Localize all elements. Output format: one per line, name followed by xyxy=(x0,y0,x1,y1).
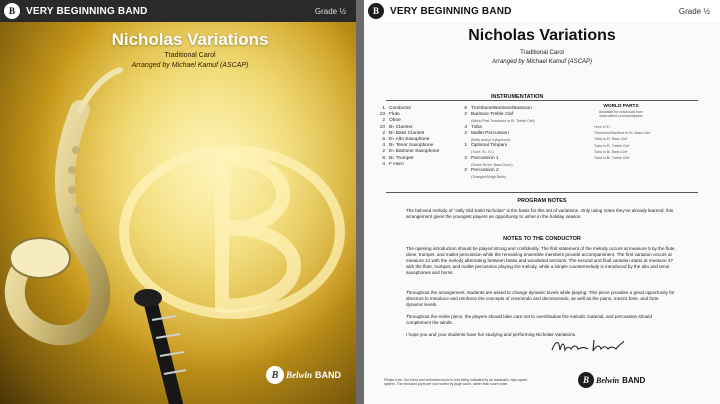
series-logo-icon: B xyxy=(4,3,20,19)
instrument-name: F Horn xyxy=(389,161,404,167)
instrument-name: Tuba in E♭ Bass Clef xyxy=(594,137,628,142)
instrument-name: Flute xyxy=(389,112,400,118)
part-count: 2 xyxy=(382,130,385,136)
part-count: 2 xyxy=(382,118,385,124)
part-count: 2 xyxy=(464,130,467,136)
instrument-name: Oboe xyxy=(389,118,401,124)
notes-page xyxy=(364,0,720,404)
part-count: 2 xyxy=(464,112,467,118)
instrument-name: Tuba xyxy=(471,124,482,130)
program-notes-text: The beloved melody of "Jolly Old Saint Nicholas" is the basis for this set of variations. Only using notes they've already learned, this arrangement gives the youngest players an opportunity to usher in the holiday season. xyxy=(406,208,674,220)
instrument-name: B♭ Bass Clarinet xyxy=(389,130,425,136)
publisher-logo xyxy=(266,366,341,384)
part-count: 4 xyxy=(382,143,385,149)
instrument-name: Conductor xyxy=(389,106,412,111)
instrument-row xyxy=(594,155,650,161)
instrument-name: (Bells and/or Xylophone) xyxy=(471,138,511,143)
series-banner xyxy=(0,0,356,22)
publisher-name: Belwin xyxy=(596,375,620,385)
belwin-logo-icon: B xyxy=(578,372,594,388)
instrument-name: Tuba in E♭ Treble Clef xyxy=(594,143,630,148)
instrument-name: Baritone Treble Clef xyxy=(471,112,514,118)
part-count: 10 xyxy=(379,124,385,130)
part-count xyxy=(456,174,467,180)
part-count: 6 xyxy=(382,137,385,143)
instrument-list-1 xyxy=(374,106,439,168)
conductor-notes-p1: The opening introduction should be played strong and confidently. The first statement of the melody occurs at measure 5 by the flute, oboe, trumpet, and mallet percussion while the remaining ensemble members provide accompaniment. The first variation occurs at measure 21 with the melody alternating between brass and woodwind sections. The second and final variation starts at measure 37 with the flute, trumpet, and mallet percussion playing the melody, while a simple countermelody is introduced by the alto and tenor saxophones and horns. xyxy=(406,246,676,276)
instrument-name: B♭ Clarinet xyxy=(389,124,413,130)
part-count: 10 xyxy=(379,112,385,118)
instrument-name: Percussion 1 xyxy=(471,155,499,161)
part-count: 2 xyxy=(464,168,467,174)
part-count: 2 xyxy=(464,155,467,161)
instrument-list-2 xyxy=(456,106,535,180)
instrument-name: (Tune: B♭, E♭) xyxy=(471,150,494,155)
cover-title: Nicholas Variations xyxy=(111,30,269,49)
arranger-signature xyxy=(550,338,626,354)
grade-level: Grade ½ xyxy=(678,6,710,16)
publisher-band: BAND xyxy=(315,370,342,380)
program-notes-heading: PROGRAM NOTES xyxy=(517,198,567,204)
divider xyxy=(386,192,698,193)
part-count: 4 xyxy=(382,161,385,167)
series-name: VERY BEGINNING BAND xyxy=(390,5,512,17)
instrument-name: (Snare Drum, Bass Drum) xyxy=(471,162,513,167)
instrument-name: Trombone/Baritone in B♭ Bass Clef xyxy=(594,131,650,136)
instrument-name: Tuba in B♭ Bass Clef xyxy=(594,149,628,154)
page-title: Nicholas Variations xyxy=(468,27,616,44)
instrument-name: Mallet Percussion xyxy=(471,130,509,136)
instrument-row xyxy=(456,174,535,180)
world-parts-heading: WORLD PARTS xyxy=(603,104,639,109)
instrument-name: (World Part Trombone in B♭ Treble Clef) xyxy=(471,119,535,124)
page-subtitle: Traditional Carol xyxy=(520,50,564,56)
conductor-notes-p3: Throughout the entire piece, the players should take care not to overshadow the melodic material, and percussion should complement the winds. xyxy=(406,314,652,326)
grade-level: Grade ½ xyxy=(314,6,346,16)
page-arranger: Arranged by Michael Kamuf (ASCAP) xyxy=(491,59,593,65)
world-parts-list xyxy=(594,124,650,161)
publisher-band: BAND xyxy=(622,375,646,385)
divider xyxy=(386,100,698,101)
part-count: 1 xyxy=(382,106,385,111)
cover-page xyxy=(0,0,356,404)
cover-subtitle: Traditional Carol xyxy=(164,52,216,59)
instrument-name: Tuba in B♭ Treble Clef xyxy=(594,156,630,161)
series-name: VERY BEGINNING BAND xyxy=(26,5,148,17)
belwin-logo-icon: B xyxy=(266,366,284,384)
part-count: 4 xyxy=(464,124,467,130)
conductor-notes-p2: Throughout the arrangement, students are asked to change dynamic levels while playing. This piece provides a great opportunity for directors to introduce and reinforce the concepts of crescendo and decrescendo, as well as the piano, mezzo forte, and forte dynamic levels. xyxy=(406,290,675,308)
part-count: 2 xyxy=(382,149,385,155)
instrumentation-heading: INSTRUMENTATION xyxy=(487,94,547,100)
part-count: 8 xyxy=(382,155,385,161)
instrument-name: Percussion 2 xyxy=(471,168,499,174)
publisher-logo xyxy=(578,372,645,388)
instrument-name: E♭ Baritone Saxophone xyxy=(389,149,440,155)
conductor-notes-p4: I hope you and your students have fun studying and performing Nicholas Variations. xyxy=(406,332,577,337)
part-count: 6 xyxy=(464,106,467,111)
instrument-name: Optional Timpani xyxy=(471,143,507,149)
instrument-name: Trombone/Baritone/Bassoon xyxy=(471,106,532,111)
instrument-name: Horn in E♭ xyxy=(594,125,611,129)
instrument-name: (Triangle/Sleigh Bells) xyxy=(471,175,507,180)
series-logo-icon: B xyxy=(368,3,384,19)
instrument-row xyxy=(374,162,439,168)
series-banner xyxy=(364,0,720,22)
instrument-name: E♭ Alto Saxophone xyxy=(389,137,430,143)
part-count: 1 xyxy=(464,143,467,149)
world-parts-note: Available for download from www.alfred.com/worldparts xyxy=(598,110,644,118)
conductor-notes-heading: NOTES TO THE CONDUCTOR xyxy=(503,236,581,242)
page-footnote: Please note: Our band and orchestra music is now being indicated by an automatic, high-speed system. The enclosed parts are now sorted by page count, rather than score order. xyxy=(384,378,528,387)
instrument-name: B♭ Tenor Saxophone xyxy=(389,143,434,149)
cover-artwork xyxy=(0,0,356,404)
instrument-name: B♭ Trumpet xyxy=(389,155,414,161)
publisher-name: Belwin xyxy=(286,370,313,380)
cover-arranger: Arranged by Michael Kamuf (ASCAP) xyxy=(131,62,249,69)
